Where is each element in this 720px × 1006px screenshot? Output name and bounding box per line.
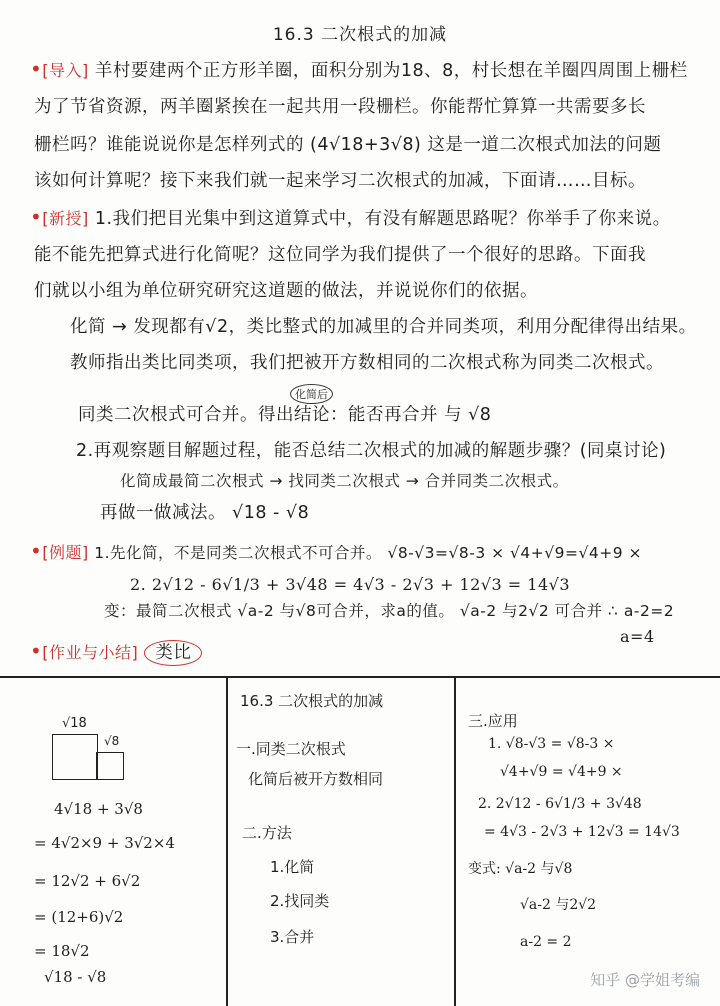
example-line-4: a=4 [620, 627, 655, 646]
intro-text-1: 羊村要建两个正方形羊圈，面积分别为18、8，村长想在羊圈四周围上栅栏 [94, 61, 688, 81]
board-right-line-8: a-2 = 2 [520, 934, 572, 950]
new-lesson-line-7: 2.再观察题目解题过程，能否总结二次根式的加减的解题步骤？(同桌讨论) [76, 441, 667, 461]
board-middle-line-2: 化简后被开方数相同 [248, 770, 384, 788]
board-divider-horizontal [0, 676, 720, 678]
box-big-label: √18 [62, 716, 87, 731]
board-right-line-2: 1. √8-√3 = √8-3 × [488, 736, 615, 752]
square-big-shape [52, 734, 98, 780]
bullet-icon: • [30, 57, 43, 81]
homework-line [30, 640, 202, 664]
new-lesson-line-8: 化简成最简二次根式 → 找同类二次根式 → 合并同类二次根式。 [120, 472, 569, 490]
new-lesson-line-1 [30, 206, 671, 230]
page-title: 16.3 二次根式的加减 [272, 25, 448, 45]
bullet-icon: • [30, 539, 43, 563]
board-right-line-1: 三.应用 [468, 712, 518, 730]
board-right-line-5: = 4√3 - 2√3 + 12√3 = 14√3 [484, 824, 680, 840]
new-lesson-tag: [新授] [42, 209, 89, 228]
bullet-icon: • [30, 205, 43, 229]
board-right-line-4: 2. 2√12 - 6√1/3 + 3√48 [478, 796, 642, 812]
board-middle-line-3: 二.方法 [242, 824, 292, 842]
board-right-line-6: 变式: √a-2 与√8 [468, 861, 573, 877]
board-divider-right [454, 678, 456, 1006]
intro-line-4: 该如何计算呢？接下来我们就一起来学习二次根式的加减，下面请……目标。 [34, 171, 646, 191]
intro-tag: [导入] [42, 61, 89, 80]
square-small-shape [96, 752, 124, 780]
box-small-label: √8 [104, 734, 120, 748]
new-lesson-line-2: 能不能先把算式进行化简呢？这位同学为我们提供了一个很好的思路。下面我 [34, 245, 646, 265]
intro-line-3: 栅栏吗？谁能说说你是怎样列式的 (4√18+3√8) 这是一道二次根式加法的问题 [34, 135, 662, 155]
board-left-line-3: = 12√2 + 6√2 [34, 872, 141, 890]
board-middle-line-4: 1.化简 [270, 858, 315, 876]
board-middle-line-1: 一.同类二次根式 [236, 740, 346, 758]
example-line-1 [30, 540, 642, 564]
new-lesson-line-5: 教师指出类比同类项，我们把被开方数相同的二次根式称为同类二次根式。 [70, 353, 664, 373]
new-lesson-text-1: 1.我们把目光集中到这道算式中，有没有解题思路呢？你举手了你来说。 [94, 209, 671, 229]
board-left-line-5: = 18√2 [34, 942, 90, 960]
new-lesson-line-4: 化简 → 发现都有√2，类比整式的加减里的合并同类项，利用分配律得出结果。 [70, 317, 697, 337]
example-line-2: 2. 2√12 - 6√1/3 + 3√48 = 4√3 - 2√3 + 12√3 = 14√3 [130, 575, 570, 594]
intro-line-2: 为了节省资源，两羊圈紧挨在一起共用一段栅栏。你能帮忙算算一共需要多长 [34, 97, 646, 117]
board-divider-left [226, 678, 228, 1006]
new-lesson-line-6: 同类二次根式可合并。得出结论：能否再合并 与 √8 [78, 405, 492, 425]
new-lesson-line-3: 们就以小组为单位研究研究这道题的做法，并说说你们的依据。 [34, 281, 538, 301]
board-left-line-4: = (12+6)√2 [34, 908, 124, 926]
board-middle-line-5: 2.找同类 [270, 892, 330, 910]
board-right-line-7: √a-2 与2√2 [520, 897, 597, 913]
homework-note: 类比 [144, 640, 202, 666]
new-lesson-line-9: 再做一做减法。 √18 - √8 [100, 503, 310, 523]
example-line-3: 变：最简二次根式 √a-2 与√8可合并，求a的值。 √a-2 与2√2 可合并 ∴ a-2=2 [104, 602, 675, 620]
watermark: 知乎 @学姐考编 [590, 971, 700, 989]
intro-line-1 [30, 58, 688, 82]
homework-tag: [作业与小结] [42, 643, 139, 662]
board-left-line-1: 4√18 + 3√8 [54, 800, 143, 818]
board-left-line-6: √18 - √8 [44, 968, 107, 986]
example-tag: [例题] [42, 543, 89, 562]
board-left-line-2: = 4√2×9 + 3√2×4 [34, 834, 175, 852]
board-middle-line-6: 3.合并 [270, 928, 315, 946]
bullet-icon: • [30, 639, 43, 663]
board-middle-title: 16.3 二次根式的加减 [240, 692, 384, 710]
annotation-bubble: 化简后 [290, 384, 333, 404]
example-text-1: 1.先化简，不是同类二次根式不可合并。 √8-√3=√8-3 × √4+√9=√4+9 × [94, 544, 642, 562]
board-right-line-3: √4+√9 = √4+9 × [500, 764, 623, 780]
